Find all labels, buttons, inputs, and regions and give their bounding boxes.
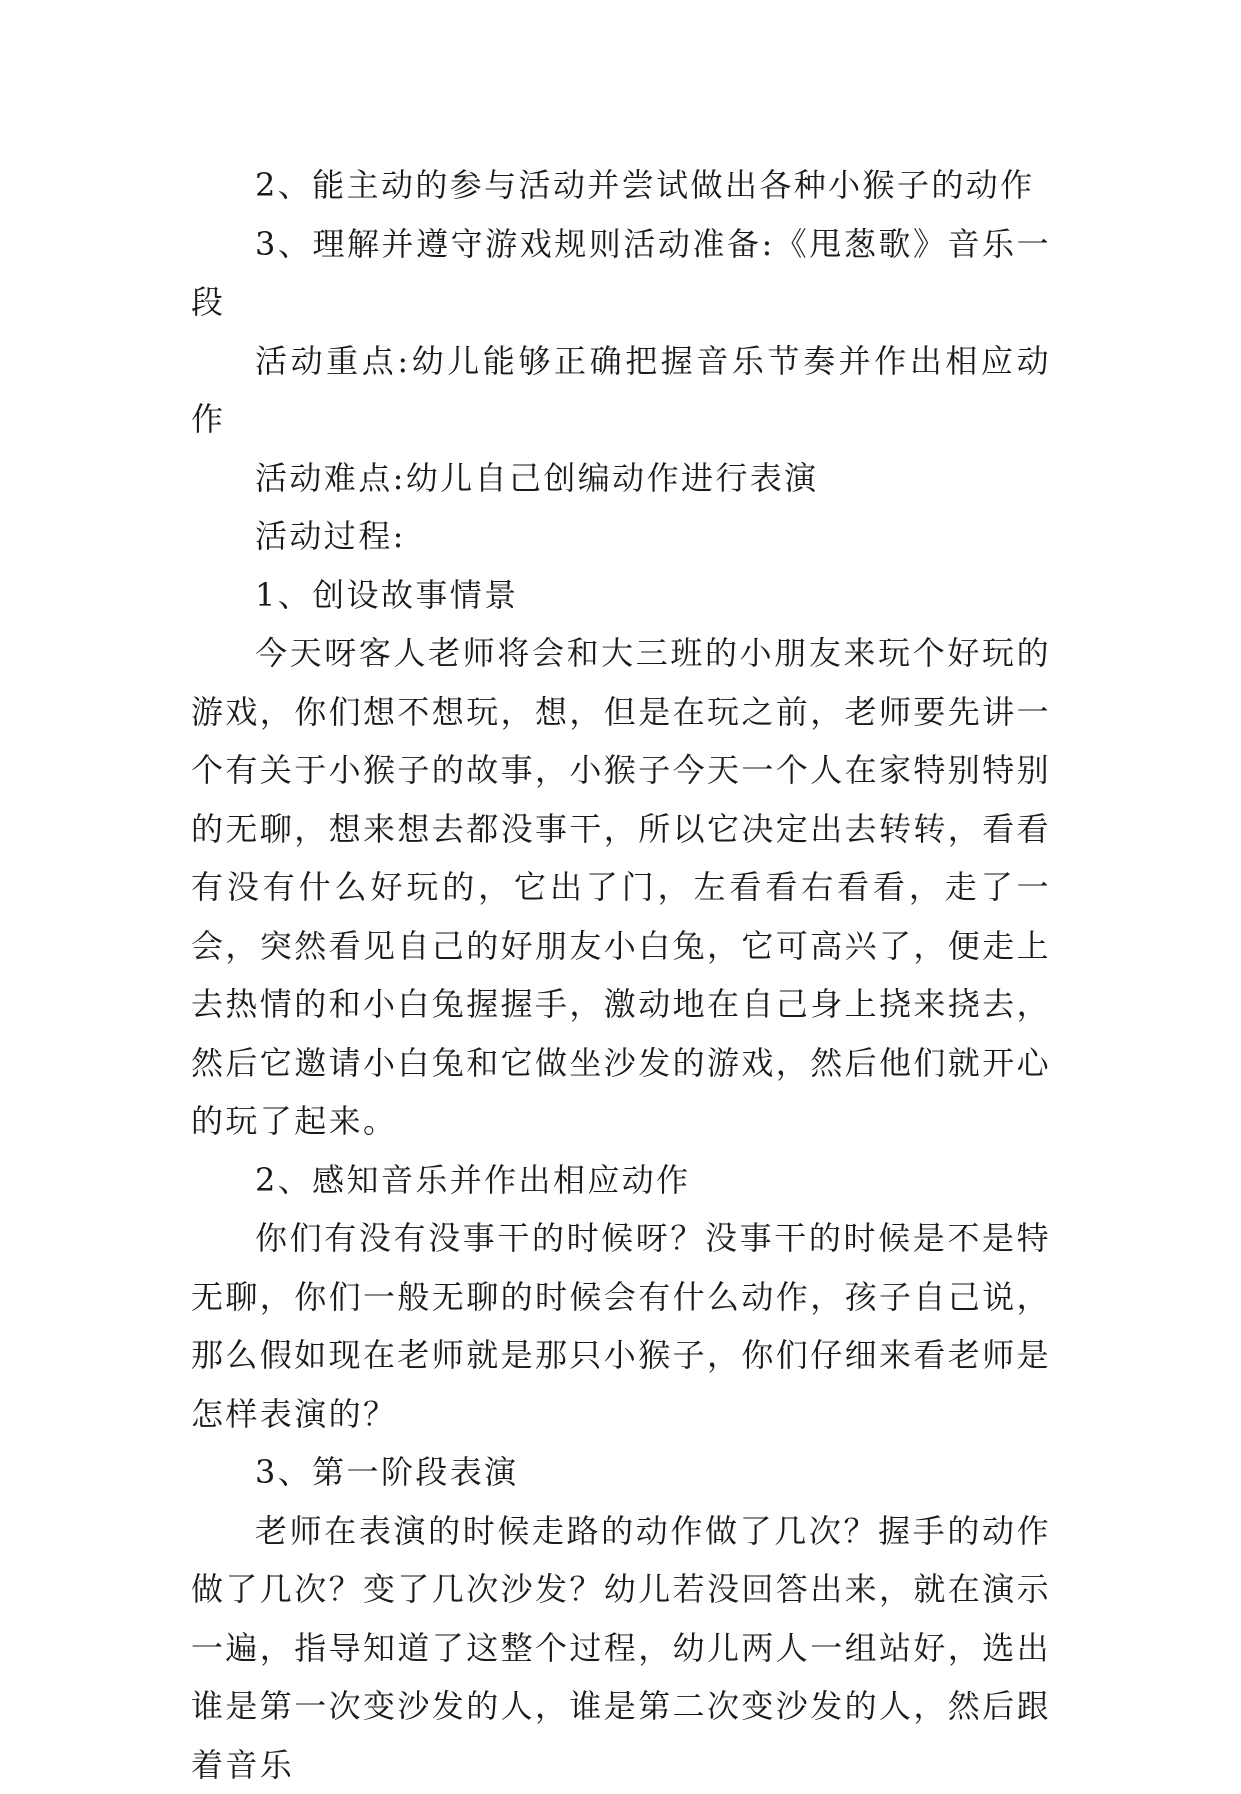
paragraph-story: 今天呀客人老师将会和大三班的小朋友来玩个好玩的游戏，你们想不想玩，想，但是在玩之前，老师要先讲一个有关于小猴子的故事，小猴子今天一个人在家特别特别的无聊，想来想去都没事干，所以它决定出去转转，看看有没有什么好玩的，它出了门，左看看右看看，走了一会，突然看见自己的好朋友小白兔，它可高兴了，便走上去热情的和小白兔握握手，激动地在自己身上挠来挠去，然后它邀请小白兔和它做坐沙发的游戏，然后他们就开心的玩了起来。 bbox=[191, 624, 1051, 1151]
paragraph-process-heading: 活动过程: bbox=[191, 507, 1051, 566]
paragraph-step-1-heading: 1、创设故事情景 bbox=[191, 566, 1051, 625]
paragraph-first-stage: 老师在表演的时候走路的动作做了几次？握手的动作做了几次？变了几次沙发？幼儿若没回答出来，就在演示一遍，指导知道了这整个过程，幼儿两人一组站好，选出谁是第一次变沙发的人，谁是第二次变沙发的人，然后跟着音乐 bbox=[191, 1502, 1051, 1794]
paragraph-step-2-heading: 2、感知音乐并作出相应动作 bbox=[191, 1151, 1051, 1210]
paragraph-music-perception: 你们有没有没事干的时候呀？没事干的时候是不是特无聊，你们一般无聊的时候会有什么动作，孩子自己说，那么假如现在老师就是那只小猴子，你们仔细来看老师是怎样表演的？ bbox=[191, 1209, 1051, 1443]
paragraph-objective-3: 3、理解并遵守游戏规则活动准备:《甩葱歌》音乐一段 bbox=[191, 215, 1051, 332]
paragraph-objective-2: 2、能主动的参与活动并尝试做出各种小猴子的动作 bbox=[191, 156, 1051, 215]
paragraph-key-point: 活动重点:幼儿能够正确把握音乐节奏并作出相应动作 bbox=[191, 332, 1051, 449]
paragraph-step-3-heading: 3、第一阶段表演 bbox=[191, 1443, 1051, 1502]
paragraph-difficulty: 活动难点:幼儿自己创编动作进行表演 bbox=[191, 449, 1051, 508]
document-body bbox=[191, 156, 1051, 1794]
